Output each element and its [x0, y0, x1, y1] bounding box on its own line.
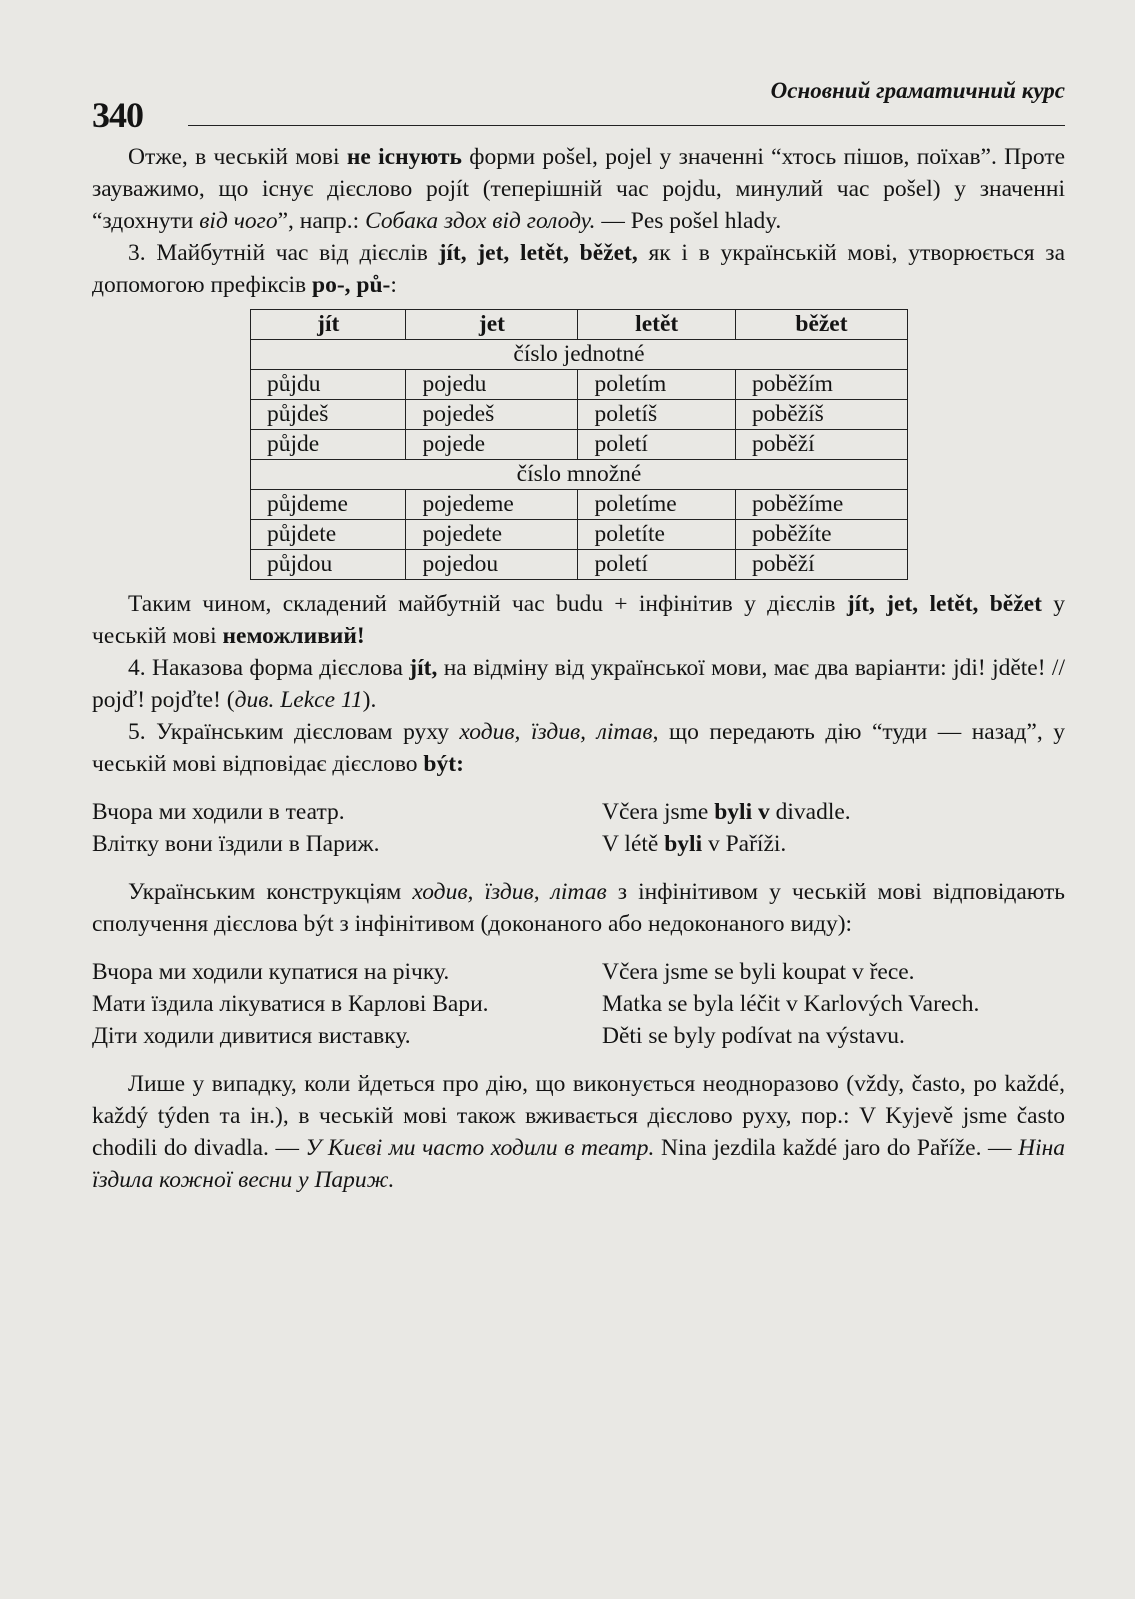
table-section-singular: číslo jednotné — [251, 340, 908, 370]
paragraph-6: Українським конструкціям ходив, їздив, літав з інфінітивом у чеській мові відповідають сполучення дієслова být з інфінітивом (доконаного або недоконаного виду): — [92, 879, 1066, 937]
example-uk: Влітку вони їздили в Париж. — [92, 831, 380, 857]
paragraph-5: 5. Українським дієсловам руху ходив, їздив, літав, що передають дію “туди — назад”, у чеській мові відповідає дієслово být: — [92, 719, 1065, 777]
table-row: půjdu pojedu poletím poběžím — [251, 370, 908, 400]
page-body — [92, 141, 1065, 1196]
table-row: půjdete pojedete poletíte poběžíte — [251, 520, 908, 550]
example-cs: Děti se byly podívat na výstavu. — [602, 1023, 905, 1049]
header-rule — [188, 125, 1065, 126]
table-row: půjde pojede poletí poběží — [251, 430, 908, 460]
example-cs: Včera jsme byli v divadle. — [602, 799, 851, 825]
example-uk: Мати їздила лікуватися в Карлові Вари. — [92, 991, 489, 1017]
examples-group-1 — [92, 796, 1065, 860]
paragraph-3: Таким чином, складений майбутній час budu + інфінітив у дієслів jít, jet, letět, běžet у чеській мові неможливий! — [92, 591, 1065, 649]
example-uk: Вчора ми ходили купатися на річку. — [92, 959, 450, 985]
conjugation-table — [250, 309, 908, 580]
table-row: půjdeš pojedeš poletíš poběžíš — [251, 400, 908, 430]
paragraph-7: Лише у випадку, коли йдеться про дію, що виконується неодноразово (vždy, často, po každé, každý týden та ін.), в чеській мові також вживається дієслово руху, пор.: V Kyjevě jsme často chodili do divadla. — У Києві ми часто ходили в театр. Nina jezdila každé jaro do Paříže. — Ніна їздила кожної весни у Париж. — [92, 1071, 1066, 1193]
table-section-plural: číslo množné — [251, 460, 908, 490]
page-number: 340 — [92, 95, 143, 135]
table-row: půjdeme pojedeme poletíme poběžíme — [251, 490, 908, 520]
example-uk: Вчора ми ходили в театр. — [92, 799, 345, 825]
examples-group-2 — [92, 956, 1065, 1052]
example-cs: Včera jsme se byli koupat v řece. — [602, 959, 915, 985]
page-header — [92, 72, 1065, 135]
example-cs: Matka se byla léčit v Karlových Varech. — [602, 991, 980, 1017]
example-uk: Діти ходили дивитися виставку. — [92, 1023, 411, 1049]
example-cs: V létě byli v Paříži. — [602, 831, 787, 857]
paragraph-4: 4. Наказова форма дієслова jít, на відміну від української мови, має два варіанти: jdi! jděte! // pojď! pojďte! (див. Lekce 11). — [92, 655, 1065, 713]
table-header-row: jít jet letět běžet — [251, 310, 908, 340]
paragraph-1: Отже, в чеській мові не існують форми pošel, pojel у значенні “хтось пішов, поїхав”. Проте зауважимо, що існує дієслово pojít (теперішній час pojdu, минулий час pošel) у значенні “здохнути від чого”, напр.: Собака здох від голоду. — Pes pošel hlady. — [92, 144, 1066, 234]
running-title: Основний граматичний курс — [770, 78, 1065, 103]
paragraph-2: 3. Майбутній час від дієслів jít, jet, letět, běžet, як і в українській мові, утворюється за допомогою префіксів po-, pů-: — [92, 240, 1065, 298]
table-row: půjdou pojedou poletí poběží — [251, 550, 908, 580]
